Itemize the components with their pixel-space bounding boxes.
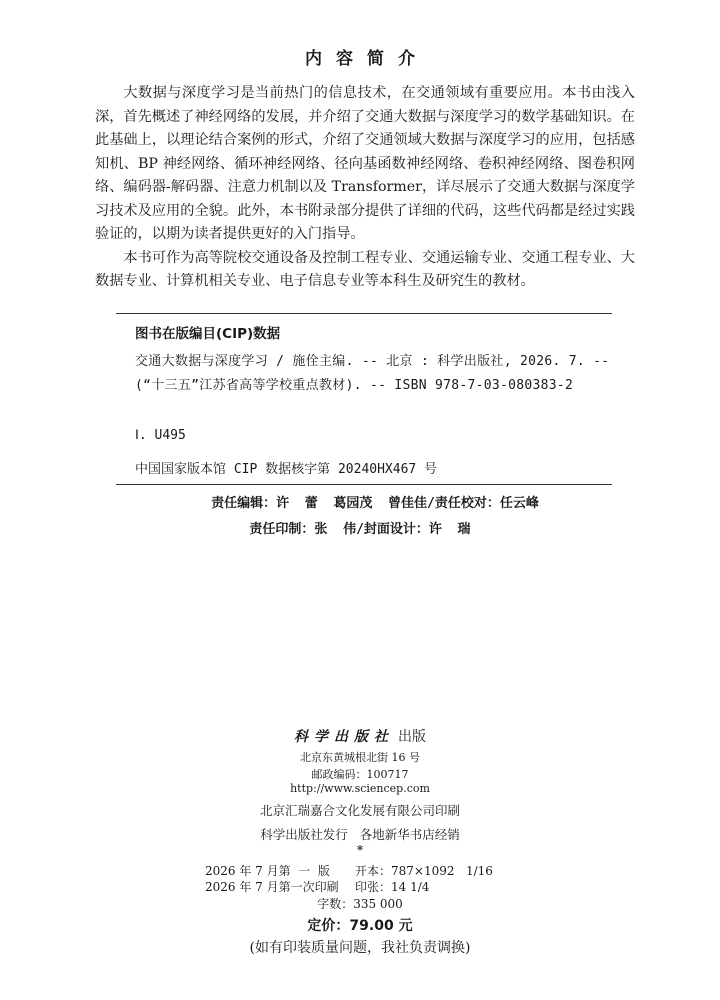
cip-top-rule: [116, 313, 612, 314]
cip-record: 交通大数据与深度学习 / 施佺主编. -- 北京 : 科学出版社, 2026. 7. -- (“十三五”江苏省高等学校重点教材). -- ISBN 978-7-03-080383-2: [135, 354, 610, 393]
printer: 北京汇瑞嘉合文化发展有限公司印刷: [259, 803, 460, 818]
separator-star: *: [356, 843, 364, 857]
staff-credits-line1: 责任编辑：许 蕾 葛园茂 曾佳佳/责任校对：任云峰: [211, 496, 539, 511]
printed-sheets: 印张：14 1/4: [355, 880, 430, 894]
distribution: 科学出版社发行 各地新华书店经销: [260, 827, 460, 842]
edition-line-1: [0, 862, 720, 879]
intro-body: [95, 82, 635, 294]
intro-paragraph: 大数据与深度学习是当前热门的信息技术，在交通领域有重要应用。本书由浅入深，首先概述了神经网络的发展，并介绍了交通大数据与深度学习的数学基础知识。在此基础上，以理论结合案例的形式，介绍了交通领域大数据与深度学习的应用，包括感知机、BP 神经网络、循环神经网络、径向基函数神经网络、卷积神经网络、图卷积网络、编码器-解码器、注意力机制以及 Transformer，详尽展示了交通大数据与深度学习技术及应用的全貌。此外，本书附录部分提供了详细的代码，这些代码都是经过实践验证的，以期为读者提供更好的入门指导。: [95, 85, 635, 242]
edition-first: 2026 年 7 月第 一 版: [205, 864, 330, 878]
cip-classification: Ⅰ. U495: [135, 428, 186, 443]
price: 定价：79.00 元: [307, 918, 413, 934]
publisher-address: 北京东黄城根北街 16 号: [300, 751, 420, 764]
cip-check-number: 中国国家版本馆 CIP 数据核字第 20240HX467 号: [135, 462, 438, 477]
publisher-suffix: 出版: [398, 729, 426, 745]
word-count: 字数：335 000: [317, 897, 403, 911]
publisher-line: [0, 726, 720, 746]
intro-title: 内容简介: [305, 49, 429, 69]
cip-bottom-rule: [116, 484, 612, 485]
publisher-logo: 科学出版社: [294, 729, 394, 745]
staff-credits-line2: 责任印制：张 伟/封面设计：许 瑞: [249, 522, 471, 537]
intro-paragraph: 本书可作为高等院校交通设备及控制工程专业、交通运输专业、交通工程专业、大数据专业、计算机相关专业、电子信息专业等本科生及研究生的教材。: [95, 249, 635, 289]
postcode: 邮政编码：100717: [311, 768, 409, 781]
book-format: 开本：787×1092 1/16: [355, 864, 493, 878]
edition-line-2: [0, 878, 720, 895]
quality-notice: (如有印装质量问题，我社负责调换): [249, 940, 471, 956]
cip-heading: 图书在版编目(CIP)数据: [135, 326, 281, 342]
publisher-url: http://www.sciencep.com: [290, 782, 430, 795]
printing-first: 2026 年 7 月第一次印刷: [205, 880, 339, 894]
